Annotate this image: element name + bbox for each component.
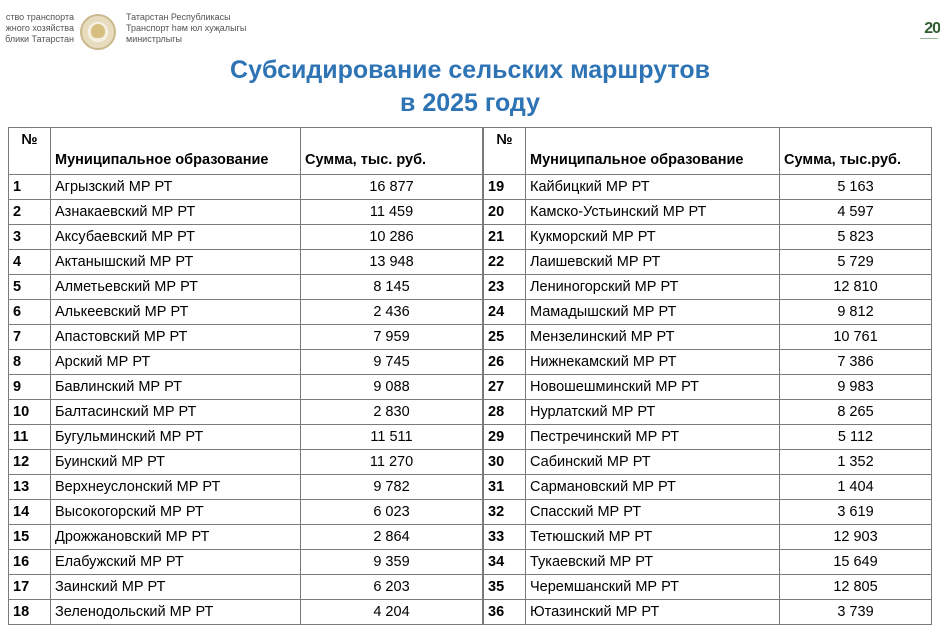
table-row <box>9 550 932 575</box>
left-row-number: 3 <box>9 225 51 250</box>
right-municipality-cell: Лаишевский МР РТ <box>526 250 780 275</box>
table-row <box>9 525 932 550</box>
left-municipality-cell: Алькеевский МР РТ <box>51 300 301 325</box>
right-municipality-cell: Сармановский МР РТ <box>526 475 780 500</box>
left-sum-cell: 16 877 <box>301 175 483 200</box>
left-row-number: 8 <box>9 350 51 375</box>
right-row-number: 36 <box>484 600 526 625</box>
table-header-row <box>9 128 932 175</box>
right-row-number: 27 <box>484 375 526 400</box>
right-sum-cell: 5 112 <box>780 425 932 450</box>
left-sum-cell: 4 204 <box>301 600 483 625</box>
left-sum-cell: 9 088 <box>301 375 483 400</box>
right-row-number: 34 <box>484 550 526 575</box>
table-row <box>9 250 932 275</box>
table-row <box>9 425 932 450</box>
right-municipality-cell: Кукморский МР РТ <box>526 225 780 250</box>
ministry-emblem-icon <box>80 14 116 50</box>
right-number-header: № <box>484 128 526 175</box>
right-sum-cell: 9 983 <box>780 375 932 400</box>
left-sum-header: Сумма, тыс. руб. <box>301 128 483 175</box>
table-row <box>9 500 932 525</box>
ministry-name-russian <box>0 12 74 45</box>
left-municipality-cell: Агрызский МР РТ <box>51 175 301 200</box>
left-number-header: № <box>9 128 51 175</box>
right-row-number: 22 <box>484 250 526 275</box>
left-sum-cell: 2 864 <box>301 525 483 550</box>
left-row-number: 18 <box>9 600 51 625</box>
left-municipality-cell: Бавлинский МР РТ <box>51 375 301 400</box>
right-sum-cell: 9 812 <box>780 300 932 325</box>
left-municipality-cell: Апастовский МР РТ <box>51 325 301 350</box>
right-sum-cell: 12 903 <box>780 525 932 550</box>
right-sum-cell: 5 163 <box>780 175 932 200</box>
right-sum-cell: 5 823 <box>780 225 932 250</box>
table-row <box>9 225 932 250</box>
right-municipality-cell: Тетюшский МР РТ <box>526 525 780 550</box>
right-row-number: 28 <box>484 400 526 425</box>
left-municipality-cell: Верхнеуслонский МР РТ <box>51 475 301 500</box>
right-municipality-cell: Мензелинский МР РТ <box>526 325 780 350</box>
right-municipality-cell: Нурлатский МР РТ <box>526 400 780 425</box>
left-municipality-cell: Заинский МР РТ <box>51 575 301 600</box>
left-municipality-cell: Зеленодольский МР РТ <box>51 600 301 625</box>
right-municipality-cell: Мамадышский МР РТ <box>526 300 780 325</box>
right-row-number: 20 <box>484 200 526 225</box>
left-sum-cell: 6 203 <box>301 575 483 600</box>
table-row <box>9 175 932 200</box>
left-row-number: 5 <box>9 275 51 300</box>
right-sum-cell: 3 739 <box>780 600 932 625</box>
right-municipality-cell: Лениногорский МР РТ <box>526 275 780 300</box>
left-row-number: 6 <box>9 300 51 325</box>
left-row-number: 1 <box>9 175 51 200</box>
left-row-number: 11 <box>9 425 51 450</box>
left-row-number: 7 <box>9 325 51 350</box>
right-sum-header: Сумма, тыс.руб. <box>780 128 932 175</box>
page-title <box>150 54 790 120</box>
right-row-number: 30 <box>484 450 526 475</box>
right-row-number: 33 <box>484 525 526 550</box>
ministry-name-line: блики Татарстан <box>5 34 74 44</box>
right-municipality-cell: Пестречинский МР РТ <box>526 425 780 450</box>
left-municipality-cell: Балтасинский МР РТ <box>51 400 301 425</box>
right-row-number: 29 <box>484 425 526 450</box>
right-row-number: 26 <box>484 350 526 375</box>
right-municipality-cell: Нижнекамский МР РТ <box>526 350 780 375</box>
left-sum-cell: 11 270 <box>301 450 483 475</box>
table-row <box>9 375 932 400</box>
ministry-name-line: ство транспорта <box>5 12 74 22</box>
right-sum-cell: 1 404 <box>780 475 932 500</box>
right-municipality-cell: Черемшанский МР РТ <box>526 575 780 600</box>
right-municipality-cell: Сабинский МР РТ <box>526 450 780 475</box>
ministry-name-tatar <box>126 12 326 45</box>
table-row <box>9 300 932 325</box>
right-sum-cell: 8 265 <box>780 400 932 425</box>
left-sum-cell: 11 511 <box>301 425 483 450</box>
right-row-number: 24 <box>484 300 526 325</box>
right-row-number: 23 <box>484 275 526 300</box>
corner-logo-icon <box>920 38 938 49</box>
right-sum-cell: 12 810 <box>780 275 932 300</box>
left-sum-cell: 11 459 <box>301 200 483 225</box>
left-row-number: 14 <box>9 500 51 525</box>
slide-header <box>0 0 940 60</box>
table-row <box>9 200 932 225</box>
left-municipality-cell: Высокогорский МР РТ <box>51 500 301 525</box>
table-row <box>9 575 932 600</box>
left-row-number: 10 <box>9 400 51 425</box>
right-sum-cell: 12 805 <box>780 575 932 600</box>
left-municipality-cell: Бугульминский МР РТ <box>51 425 301 450</box>
right-row-number: 21 <box>484 225 526 250</box>
right-sum-cell: 15 649 <box>780 550 932 575</box>
right-row-number: 25 <box>484 325 526 350</box>
subsidy-table <box>8 127 932 625</box>
left-sum-cell: 10 286 <box>301 225 483 250</box>
left-municipality-cell: Аксубаевский МР РТ <box>51 225 301 250</box>
right-sum-cell: 5 729 <box>780 250 932 275</box>
table-body <box>9 175 932 625</box>
left-sum-cell: 6 023 <box>301 500 483 525</box>
right-municipality-cell: Камско-Устьинский МР РТ <box>526 200 780 225</box>
right-municipality-cell: Кайбицкий МР РТ <box>526 175 780 200</box>
table-row <box>9 600 932 625</box>
right-municipality-cell: Новошешминский МР РТ <box>526 375 780 400</box>
right-municipality-cell: Ютазинский МР РТ <box>526 600 780 625</box>
left-row-number: 12 <box>9 450 51 475</box>
right-sum-cell: 3 619 <box>780 500 932 525</box>
left-municipality-cell: Алметьевский МР РТ <box>51 275 301 300</box>
right-sum-cell: 10 761 <box>780 325 932 350</box>
right-municipality-header: Муниципальное образование <box>526 128 780 175</box>
left-sum-cell: 9 359 <box>301 550 483 575</box>
ministry-name-line: Татарстан Республикасы <box>126 12 231 22</box>
table-row <box>9 400 932 425</box>
left-row-number: 2 <box>9 200 51 225</box>
left-sum-cell: 7 959 <box>301 325 483 350</box>
right-municipality-cell: Тукаевский МР РТ <box>526 550 780 575</box>
left-row-number: 17 <box>9 575 51 600</box>
left-sum-cell: 13 948 <box>301 250 483 275</box>
corner-logo-text: 20 <box>924 20 940 37</box>
right-row-number: 19 <box>484 175 526 200</box>
ministry-name-line: министрлыгы <box>126 34 183 44</box>
left-sum-cell: 9 782 <box>301 475 483 500</box>
table-row <box>9 450 932 475</box>
table-row <box>9 350 932 375</box>
right-sum-cell: 4 597 <box>780 200 932 225</box>
left-municipality-header: Муниципальное образование <box>51 128 301 175</box>
right-row-number: 35 <box>484 575 526 600</box>
right-row-number: 31 <box>484 475 526 500</box>
right-municipality-cell: Спасский МР РТ <box>526 500 780 525</box>
left-row-number: 9 <box>9 375 51 400</box>
left-municipality-cell: Азнакаевский МР РТ <box>51 200 301 225</box>
table-row <box>9 275 932 300</box>
left-municipality-cell: Арский МР РТ <box>51 350 301 375</box>
left-sum-cell: 9 745 <box>301 350 483 375</box>
table-row <box>9 325 932 350</box>
left-municipality-cell: Актанышский МР РТ <box>51 250 301 275</box>
left-municipality-cell: Буинский МР РТ <box>51 450 301 475</box>
ministry-name-line: Транспорт һәм юл хуҗалыгы <box>126 23 247 33</box>
ministry-name-line: жного хозяйства <box>5 23 74 33</box>
table-row <box>9 475 932 500</box>
left-sum-cell: 2 830 <box>301 400 483 425</box>
left-municipality-cell: Елабужский МР РТ <box>51 550 301 575</box>
title-line-2: в 2025 году <box>400 89 540 117</box>
left-municipality-cell: Дрожжановский МР РТ <box>51 525 301 550</box>
left-sum-cell: 8 145 <box>301 275 483 300</box>
left-row-number: 15 <box>9 525 51 550</box>
right-row-number: 32 <box>484 500 526 525</box>
left-row-number: 13 <box>9 475 51 500</box>
left-row-number: 16 <box>9 550 51 575</box>
right-sum-cell: 1 352 <box>780 450 932 475</box>
left-sum-cell: 2 436 <box>301 300 483 325</box>
left-row-number: 4 <box>9 250 51 275</box>
right-sum-cell: 7 386 <box>780 350 932 375</box>
title-line-1: Субсидирование сельских маршрутов <box>230 56 710 84</box>
